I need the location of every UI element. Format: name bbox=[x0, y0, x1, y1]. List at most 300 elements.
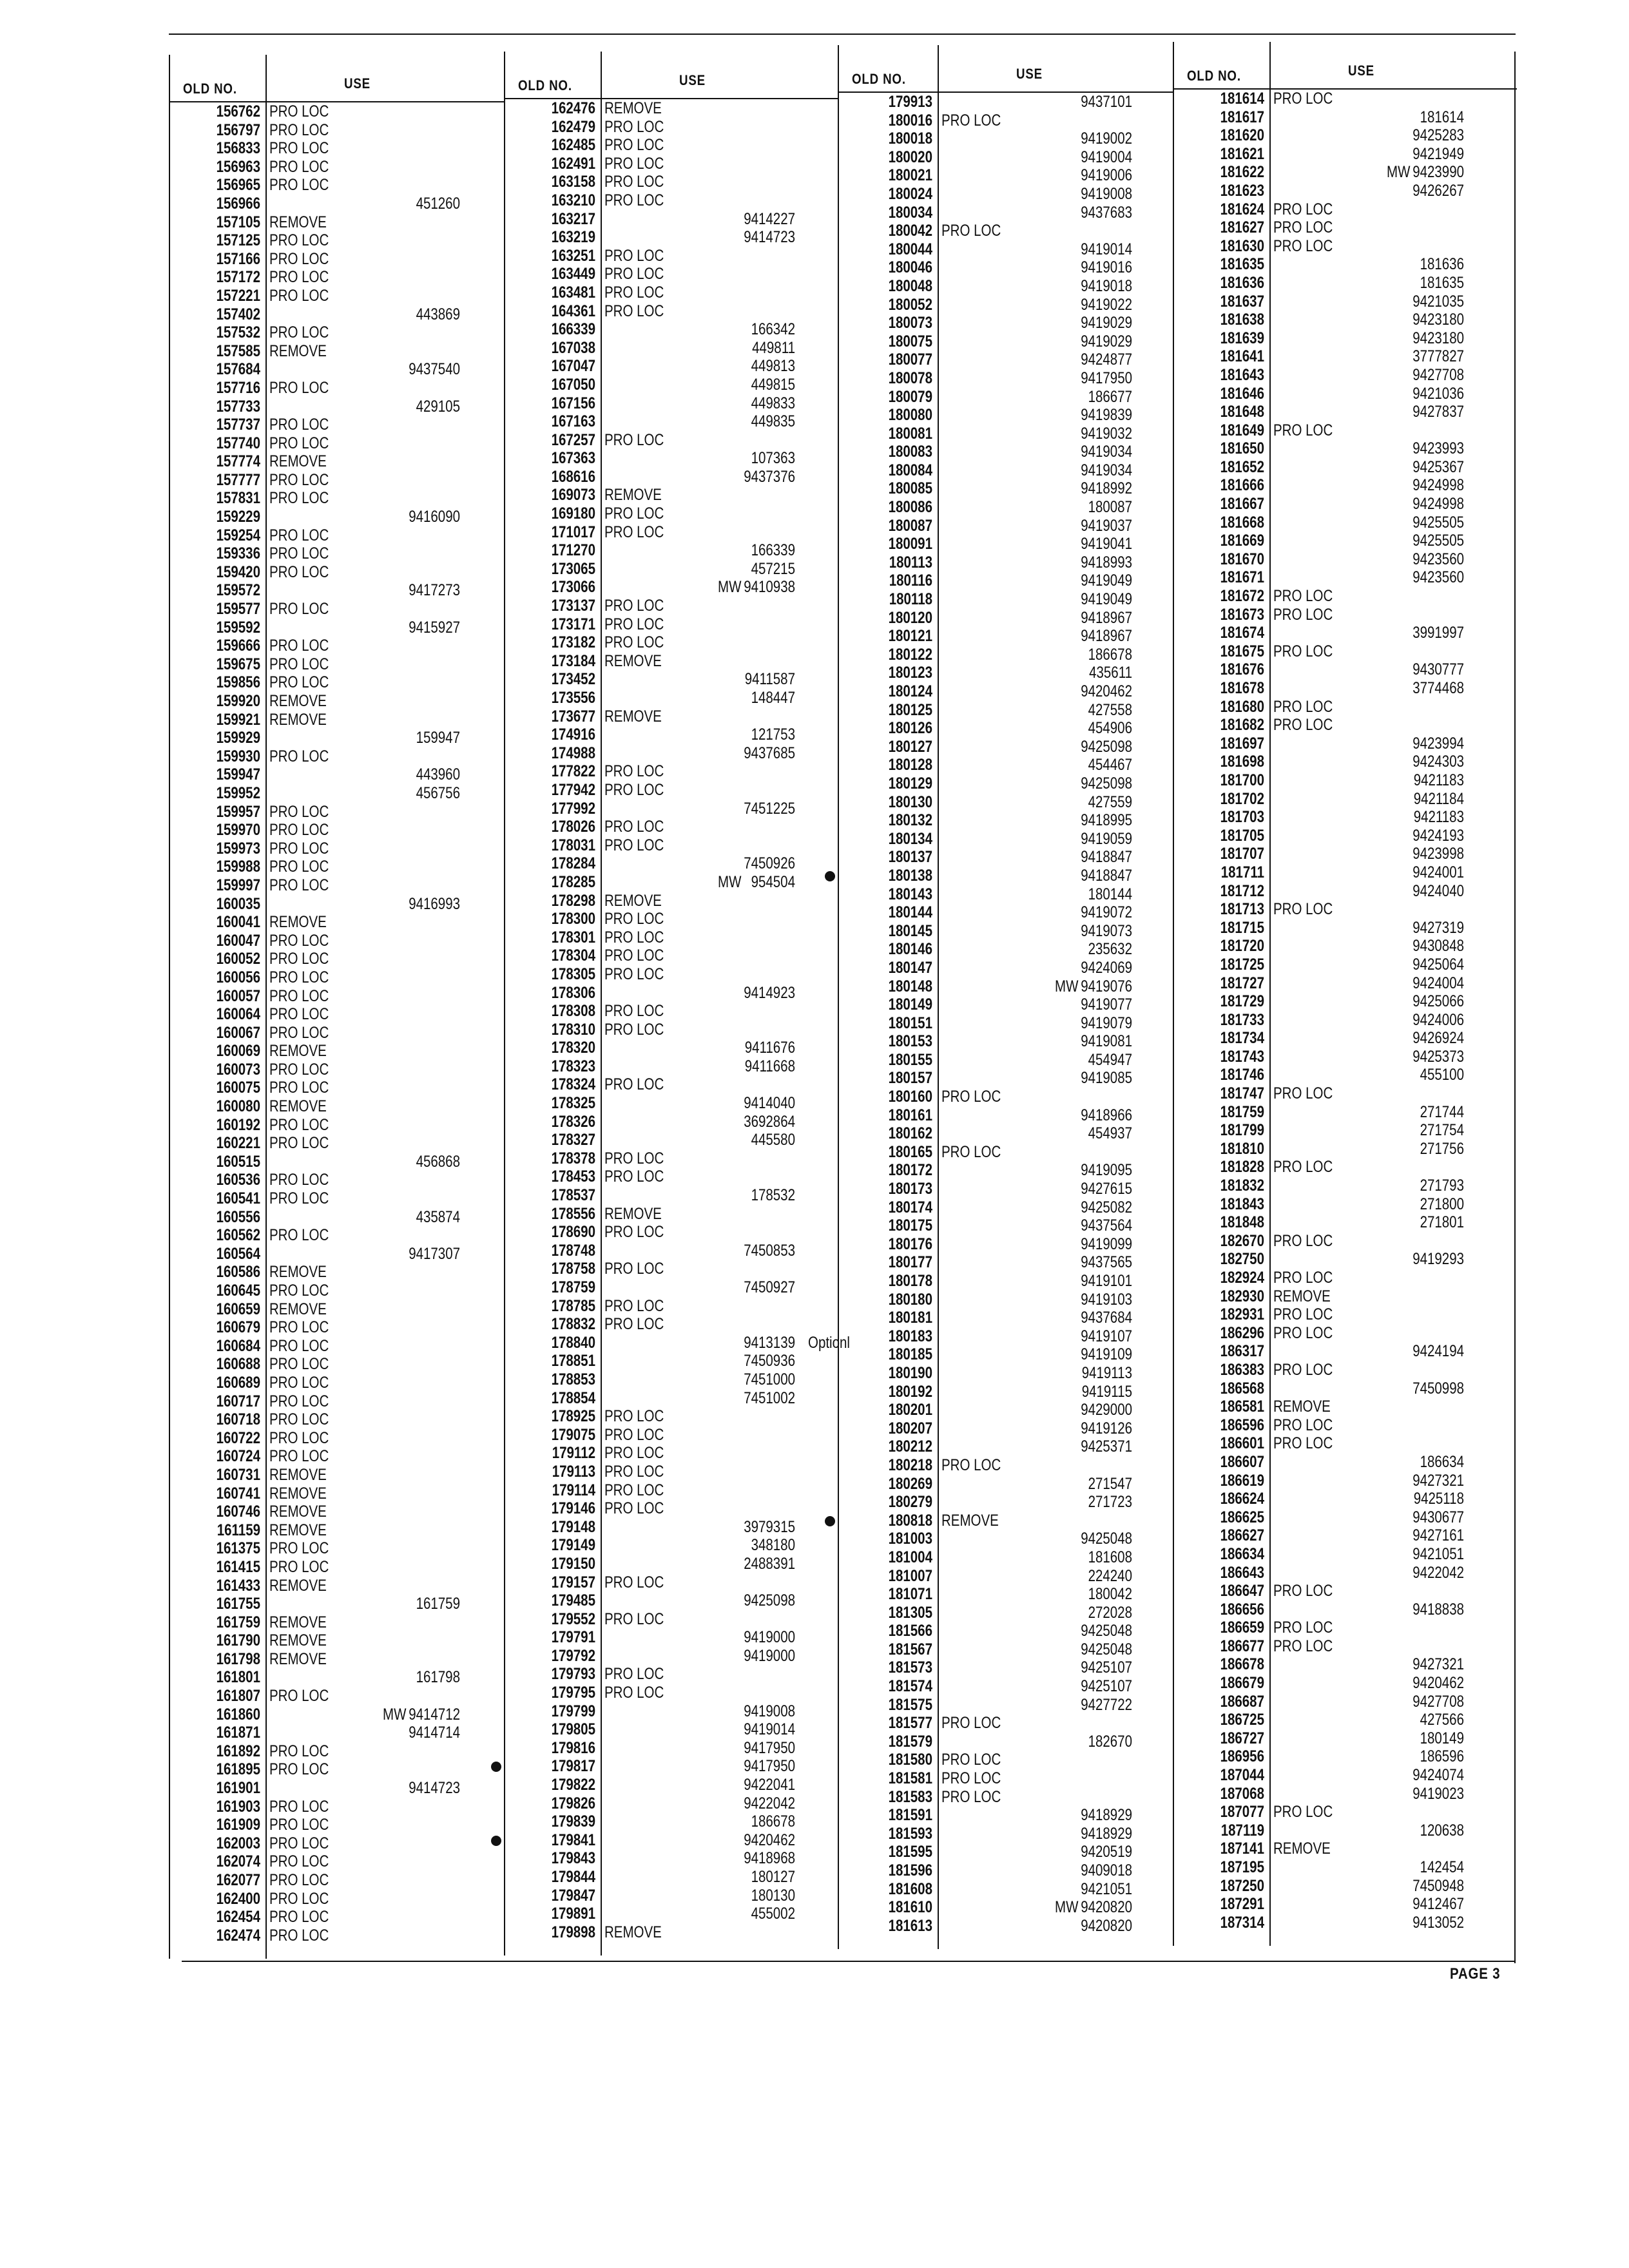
old-number: 160056 bbox=[216, 968, 260, 986]
old-number: 182670 bbox=[1220, 1231, 1264, 1250]
table-row bbox=[1174, 1858, 1517, 1877]
table-row bbox=[1174, 1195, 1517, 1214]
old-number: 169180 bbox=[551, 505, 595, 523]
use-status: PRO LOC bbox=[941, 111, 1001, 130]
replacement-number: 9424040 bbox=[1412, 881, 1464, 900]
table-row bbox=[170, 102, 505, 121]
table-row bbox=[170, 489, 505, 508]
replacement-number: 429105 bbox=[416, 397, 460, 416]
replacement-number: 9419022 bbox=[1081, 295, 1132, 314]
old-number: 161415 bbox=[216, 1557, 260, 1576]
old-number: 180185 bbox=[888, 1345, 932, 1364]
old-number: 180024 bbox=[888, 184, 932, 203]
use-status: PRO LOC bbox=[269, 1852, 329, 1871]
use-status: PRO LOC bbox=[604, 1425, 664, 1444]
table-row bbox=[1174, 1619, 1517, 1637]
replacement-number: 443960 bbox=[416, 765, 460, 784]
old-number: 179816 bbox=[551, 1738, 595, 1757]
old-number: 180122 bbox=[888, 645, 932, 664]
table-row bbox=[505, 1831, 839, 1850]
old-number: 186625 bbox=[1220, 1508, 1264, 1526]
replacement-number: 9416090 bbox=[409, 508, 460, 526]
old-number: 160221 bbox=[216, 1134, 260, 1153]
replacement-number: 7451000 bbox=[744, 1370, 795, 1389]
replacement-number: 9427161 bbox=[1412, 1526, 1464, 1545]
table-row bbox=[839, 240, 1174, 259]
table-row bbox=[505, 1002, 839, 1021]
replacement-number: 9412467 bbox=[1412, 1895, 1464, 1914]
table-row bbox=[170, 1890, 505, 1908]
replacement-number: 9422041 bbox=[744, 1776, 795, 1794]
replacement-number: 9418993 bbox=[1081, 553, 1132, 572]
table-row bbox=[839, 940, 1174, 959]
old-number: 178305 bbox=[551, 965, 595, 983]
use-status: PRO LOC bbox=[269, 1079, 329, 1097]
table-row bbox=[839, 148, 1174, 167]
old-number: 181702 bbox=[1220, 789, 1264, 808]
table-row bbox=[1174, 1785, 1517, 1803]
table-row bbox=[1174, 1250, 1517, 1269]
use-status: PRO LOC bbox=[269, 950, 329, 968]
table-row bbox=[1174, 882, 1517, 901]
table-row bbox=[839, 1364, 1174, 1383]
use-status: PRO LOC bbox=[604, 1020, 664, 1039]
use-status: PRO LOC bbox=[604, 1462, 664, 1481]
table-row bbox=[170, 1263, 505, 1282]
table-row bbox=[170, 1485, 505, 1503]
old-number: 180201 bbox=[888, 1401, 932, 1419]
old-number: 186634 bbox=[1220, 1544, 1264, 1563]
replacement-number: 9419126 bbox=[1081, 1419, 1132, 1437]
replacement-number: 9424998 bbox=[1412, 476, 1464, 495]
old-number: 178306 bbox=[551, 983, 595, 1002]
replacement-number: 9421184 bbox=[1413, 789, 1464, 808]
use-status: PRO LOC bbox=[269, 176, 329, 195]
old-number: 187314 bbox=[1220, 1913, 1264, 1932]
table-row bbox=[839, 1198, 1174, 1217]
table-row bbox=[1174, 937, 1517, 956]
old-number: 160688 bbox=[216, 1355, 260, 1374]
replacement-number: 455100 bbox=[1420, 1066, 1464, 1084]
table-row bbox=[505, 486, 839, 505]
old-number: 160746 bbox=[216, 1503, 260, 1521]
replacement-number: 456756 bbox=[416, 783, 460, 802]
table-row bbox=[170, 600, 505, 619]
table-row bbox=[505, 1573, 839, 1592]
table-row bbox=[170, 1097, 505, 1116]
old-number: 180016 bbox=[888, 111, 932, 130]
old-number: 181727 bbox=[1220, 974, 1264, 992]
replacement-number: 9418929 bbox=[1081, 1824, 1132, 1843]
old-number: 181697 bbox=[1220, 734, 1264, 753]
old-number: 162491 bbox=[551, 154, 595, 173]
old-number: 179146 bbox=[551, 1499, 595, 1518]
old-number: 160515 bbox=[216, 1152, 260, 1171]
table-row bbox=[1174, 1472, 1517, 1490]
old-number: 171017 bbox=[551, 523, 595, 541]
old-number: 173065 bbox=[551, 559, 595, 578]
use-status: PRO LOC bbox=[604, 1499, 664, 1518]
use-status: PRO LOC bbox=[269, 1889, 329, 1908]
old-number: 187195 bbox=[1220, 1858, 1264, 1876]
old-number: 179792 bbox=[551, 1646, 595, 1665]
table-row bbox=[1174, 1508, 1517, 1527]
replacement-number: 9411587 bbox=[744, 670, 795, 689]
old-number: 159572 bbox=[216, 581, 260, 600]
table-row bbox=[170, 987, 505, 1006]
old-number: 181675 bbox=[1220, 642, 1264, 660]
old-number: 178325 bbox=[551, 1094, 595, 1113]
old-number: 187044 bbox=[1220, 1766, 1264, 1785]
old-number: 180177 bbox=[888, 1253, 932, 1272]
old-number: 181608 bbox=[888, 1879, 932, 1898]
old-number: 186956 bbox=[1220, 1747, 1264, 1766]
table-row bbox=[505, 1223, 839, 1242]
old-number: 157532 bbox=[216, 323, 260, 342]
table-row bbox=[170, 673, 505, 692]
table-row bbox=[839, 867, 1174, 885]
table-row bbox=[1174, 1711, 1517, 1729]
table-row bbox=[170, 1116, 505, 1135]
use-status: PRO LOC bbox=[269, 600, 329, 619]
old-number: 160659 bbox=[216, 1300, 260, 1318]
table-row bbox=[839, 258, 1174, 277]
use-status: PRO LOC bbox=[604, 947, 664, 965]
old-number: 162400 bbox=[216, 1889, 260, 1908]
replacement-number: 9419000 bbox=[744, 1646, 795, 1665]
old-number: 178326 bbox=[551, 1112, 595, 1131]
use-status: REMOVE bbox=[604, 707, 662, 726]
old-number: 180020 bbox=[888, 148, 932, 166]
replacement-number: 9424001 bbox=[1412, 863, 1464, 881]
table-row bbox=[839, 664, 1174, 682]
old-number: 160052 bbox=[216, 950, 260, 968]
replacement-number: 9425118 bbox=[1413, 1490, 1464, 1508]
table-row bbox=[839, 1383, 1174, 1401]
old-number: 181639 bbox=[1220, 329, 1264, 347]
table-row bbox=[1174, 660, 1517, 679]
use-status: REMOVE bbox=[604, 651, 662, 670]
table-row bbox=[170, 895, 505, 914]
old-number: 178748 bbox=[551, 1241, 595, 1260]
replacement-number: 9414923 bbox=[744, 983, 795, 1002]
replacement-number: 9419085 bbox=[1081, 1069, 1132, 1088]
old-number: 178327 bbox=[551, 1131, 595, 1149]
old-number: 187291 bbox=[1220, 1895, 1264, 1914]
replacement-number: 427559 bbox=[1088, 793, 1132, 811]
table-row bbox=[170, 176, 505, 195]
table-row bbox=[839, 479, 1174, 498]
use-status: PRO LOC bbox=[604, 1315, 664, 1334]
table-row bbox=[505, 1426, 839, 1445]
replacement-number: 180144 bbox=[1088, 885, 1132, 903]
old-number: 156963 bbox=[216, 157, 260, 176]
old-number: 181573 bbox=[888, 1658, 932, 1677]
table-row bbox=[839, 701, 1174, 720]
old-number: 163251 bbox=[551, 246, 595, 265]
replacement-number: 148447 bbox=[751, 689, 795, 707]
table-row bbox=[505, 1702, 839, 1721]
old-number: 187250 bbox=[1220, 1876, 1264, 1895]
table-row bbox=[505, 873, 839, 892]
header-use: USE bbox=[344, 75, 371, 91]
old-number: 180121 bbox=[888, 627, 932, 646]
old-number: 173171 bbox=[551, 615, 595, 633]
old-number: 180087 bbox=[888, 516, 932, 535]
table-row bbox=[839, 1843, 1174, 1861]
table-row bbox=[505, 1370, 839, 1389]
use-status: PRO LOC bbox=[269, 1687, 329, 1706]
replacement-number: 9419000 bbox=[744, 1628, 795, 1647]
table-row bbox=[839, 811, 1174, 830]
replacement-number: 9437376 bbox=[744, 467, 795, 486]
replacement-number: 271547 bbox=[1088, 1474, 1132, 1493]
old-number: 179114 bbox=[552, 1481, 595, 1499]
table-row bbox=[839, 1806, 1174, 1825]
old-number: 178304 bbox=[551, 947, 595, 965]
old-number: 181627 bbox=[1220, 218, 1264, 237]
use-status: REMOVE bbox=[269, 1465, 327, 1484]
old-number: 161798 bbox=[216, 1649, 260, 1668]
replacement-number: 9421035 bbox=[1412, 292, 1464, 311]
old-number: 181305 bbox=[888, 1603, 932, 1622]
old-number: 161159 bbox=[217, 1521, 260, 1539]
old-number: 181734 bbox=[1220, 1029, 1264, 1048]
use-status: PRO LOC bbox=[604, 928, 664, 947]
use-status: PRO LOC bbox=[604, 302, 664, 320]
replacement-number: 9424194 bbox=[1412, 1342, 1464, 1361]
replacement-number: 9414723 bbox=[409, 1779, 460, 1798]
old-number: 161871 bbox=[216, 1724, 260, 1742]
table-row bbox=[170, 765, 505, 784]
table-row bbox=[170, 1871, 505, 1890]
mw-flag: MW bbox=[718, 872, 742, 891]
table-row bbox=[505, 155, 839, 173]
old-number: 156833 bbox=[216, 139, 260, 158]
replacement-number: 9419293 bbox=[1412, 1250, 1464, 1269]
old-number: 177992 bbox=[551, 799, 595, 818]
old-number: 181636 bbox=[1220, 273, 1264, 292]
table-row bbox=[839, 1419, 1174, 1438]
table-row bbox=[839, 609, 1174, 628]
use-status: PRO LOC bbox=[1273, 716, 1333, 735]
old-number: 181610 bbox=[888, 1898, 932, 1917]
table-row bbox=[1174, 568, 1517, 587]
old-number: 181614 bbox=[1220, 90, 1264, 108]
table-row bbox=[839, 1530, 1174, 1548]
table-column-4 bbox=[1173, 42, 1517, 1946]
replacement-number: 9424998 bbox=[1412, 495, 1464, 514]
old-number: 181623 bbox=[1220, 181, 1264, 200]
old-number: 180134 bbox=[888, 829, 932, 848]
old-number: 159997 bbox=[216, 876, 260, 894]
old-number: 180143 bbox=[888, 885, 932, 903]
old-number: 178556 bbox=[551, 1204, 595, 1223]
old-number: 180145 bbox=[888, 921, 932, 940]
table-row bbox=[505, 1297, 839, 1316]
table-row bbox=[1174, 1877, 1517, 1896]
replacement-number: 9427615 bbox=[1081, 1180, 1132, 1198]
table-row bbox=[505, 1591, 839, 1610]
replacement-number: 180042 bbox=[1088, 1585, 1132, 1604]
old-number: 160073 bbox=[216, 1060, 260, 1079]
old-number: 181678 bbox=[1220, 679, 1264, 697]
old-number: 178300 bbox=[551, 910, 595, 928]
table-row bbox=[1174, 1379, 1517, 1398]
replacement-number: 9425048 bbox=[1081, 1530, 1132, 1548]
table-row bbox=[839, 1309, 1174, 1327]
replacement-number: 9417273 bbox=[409, 581, 460, 600]
replacement-number: 7450853 bbox=[744, 1241, 795, 1260]
old-number: 178853 bbox=[551, 1370, 595, 1389]
replacement-number: 9419049 bbox=[1081, 572, 1132, 590]
table-row bbox=[170, 1226, 505, 1245]
table-row bbox=[170, 803, 505, 822]
replacement-number: 142454 bbox=[1420, 1858, 1464, 1876]
old-number: 181668 bbox=[1220, 513, 1264, 532]
old-number: 179485 bbox=[551, 1591, 595, 1610]
table-row bbox=[839, 1567, 1174, 1586]
replacement-number: 9411668 bbox=[744, 1057, 795, 1075]
table-row bbox=[839, 1124, 1174, 1143]
replacement-number: 9419041 bbox=[1081, 535, 1132, 553]
old-number: 159666 bbox=[216, 637, 260, 655]
table-row bbox=[170, 1337, 505, 1356]
use-status: PRO LOC bbox=[604, 1149, 664, 1168]
table-row bbox=[170, 1392, 505, 1411]
old-number: 180818 bbox=[888, 1511, 932, 1530]
old-number: 181707 bbox=[1220, 845, 1264, 863]
old-number: 179898 bbox=[551, 1923, 595, 1941]
old-number: 181581 bbox=[888, 1769, 932, 1788]
table-row bbox=[1174, 753, 1517, 771]
table-row bbox=[505, 339, 839, 358]
old-number: 181674 bbox=[1220, 624, 1264, 642]
table-row bbox=[170, 729, 505, 747]
old-number: 167163 bbox=[551, 412, 595, 431]
old-number: 180125 bbox=[888, 700, 932, 719]
table-row bbox=[839, 111, 1174, 130]
replacement-number: 9419014 bbox=[744, 1720, 795, 1739]
replacement-number: 9420820 bbox=[1081, 1916, 1132, 1935]
table-row bbox=[170, 1631, 505, 1650]
old-number: 181676 bbox=[1220, 660, 1264, 679]
old-number: 180146 bbox=[888, 940, 932, 959]
replacement-number: 9414227 bbox=[744, 209, 795, 228]
table-row bbox=[1174, 1398, 1517, 1416]
old-number: 181567 bbox=[888, 1640, 932, 1658]
table-row bbox=[170, 287, 505, 305]
old-number: 163481 bbox=[551, 283, 595, 302]
table-row bbox=[505, 928, 839, 947]
table-row bbox=[505, 449, 839, 468]
old-number: 180132 bbox=[888, 811, 932, 830]
table-row bbox=[1174, 1103, 1517, 1122]
use-status: REMOVE bbox=[269, 1521, 327, 1539]
replacement-number: 427566 bbox=[1420, 1711, 1464, 1729]
old-number: 181832 bbox=[1220, 1177, 1264, 1195]
table-row bbox=[170, 1577, 505, 1595]
old-number: 181003 bbox=[888, 1530, 932, 1548]
replacement-number: 9425048 bbox=[1081, 1640, 1132, 1658]
old-number: 186647 bbox=[1220, 1582, 1264, 1600]
replacement-number: 3979315 bbox=[744, 1517, 795, 1536]
use-status: PRO LOC bbox=[1273, 1305, 1333, 1324]
old-number: 180021 bbox=[888, 166, 932, 185]
table-row bbox=[1174, 495, 1517, 514]
old-number: 160564 bbox=[216, 1244, 260, 1263]
table-row bbox=[839, 443, 1174, 461]
old-number: 159856 bbox=[216, 673, 260, 692]
use-status: PRO LOC bbox=[1273, 1803, 1333, 1821]
old-number: 186383 bbox=[1220, 1360, 1264, 1379]
table-row bbox=[170, 1650, 505, 1669]
replacement-number: 180127 bbox=[751, 1868, 795, 1886]
table-row bbox=[839, 1880, 1174, 1899]
replacement-number: 9424193 bbox=[1412, 826, 1464, 845]
replacement-number: 9419018 bbox=[1081, 276, 1132, 295]
old-number: 180149 bbox=[888, 995, 932, 1014]
table-row bbox=[170, 1613, 505, 1632]
old-number: 161433 bbox=[216, 1576, 260, 1595]
replacement-number: 9437684 bbox=[1081, 1309, 1132, 1327]
old-number: 160069 bbox=[216, 1042, 260, 1061]
old-number: 179150 bbox=[551, 1554, 595, 1573]
table-row bbox=[839, 1345, 1174, 1364]
use-status: REMOVE bbox=[269, 1503, 327, 1521]
old-number: 180147 bbox=[888, 958, 932, 977]
use-status: PRO LOC bbox=[1273, 1269, 1333, 1287]
use-status: REMOVE bbox=[269, 1263, 327, 1282]
old-number: 181725 bbox=[1220, 955, 1264, 974]
use-status: PRO LOC bbox=[604, 1407, 664, 1426]
table-row bbox=[170, 213, 505, 232]
table-row bbox=[170, 1834, 505, 1853]
use-status: PRO LOC bbox=[604, 1296, 664, 1315]
table-row bbox=[170, 360, 505, 379]
table-row bbox=[505, 320, 839, 339]
replacement-number: 9413139 bbox=[744, 1333, 795, 1352]
use-status: PRO LOC bbox=[1273, 1323, 1333, 1342]
replacement-number: 9424006 bbox=[1412, 1010, 1464, 1029]
table-row bbox=[505, 1075, 839, 1094]
table-row bbox=[505, 1463, 839, 1481]
table-row bbox=[170, 711, 505, 729]
replacement-number: 181614 bbox=[1420, 108, 1464, 126]
old-number: 178758 bbox=[551, 1260, 595, 1278]
table-row bbox=[505, 431, 839, 450]
table-row bbox=[505, 523, 839, 542]
old-number: 180161 bbox=[888, 1106, 932, 1124]
use-status: PRO LOC bbox=[1273, 1231, 1333, 1250]
old-number: 161901 bbox=[216, 1779, 260, 1798]
replacement-number: 9427321 bbox=[1412, 1471, 1464, 1490]
table-row bbox=[505, 1242, 839, 1260]
table-row bbox=[1174, 385, 1517, 403]
old-number: 181580 bbox=[888, 1751, 932, 1769]
old-number: 157740 bbox=[216, 434, 260, 452]
replacement-number: 9414712 bbox=[409, 1705, 460, 1724]
use-status: REMOVE bbox=[1273, 1398, 1331, 1416]
old-number: 181004 bbox=[888, 1548, 932, 1566]
replacement-number: 182670 bbox=[1088, 1732, 1132, 1751]
table-row bbox=[1174, 771, 1517, 790]
replacement-number: 186634 bbox=[1420, 1452, 1464, 1471]
replacement-number: 7450927 bbox=[744, 1278, 795, 1296]
old-number: 180183 bbox=[888, 1327, 932, 1345]
table-row bbox=[505, 468, 839, 486]
table-row bbox=[1174, 1434, 1517, 1453]
